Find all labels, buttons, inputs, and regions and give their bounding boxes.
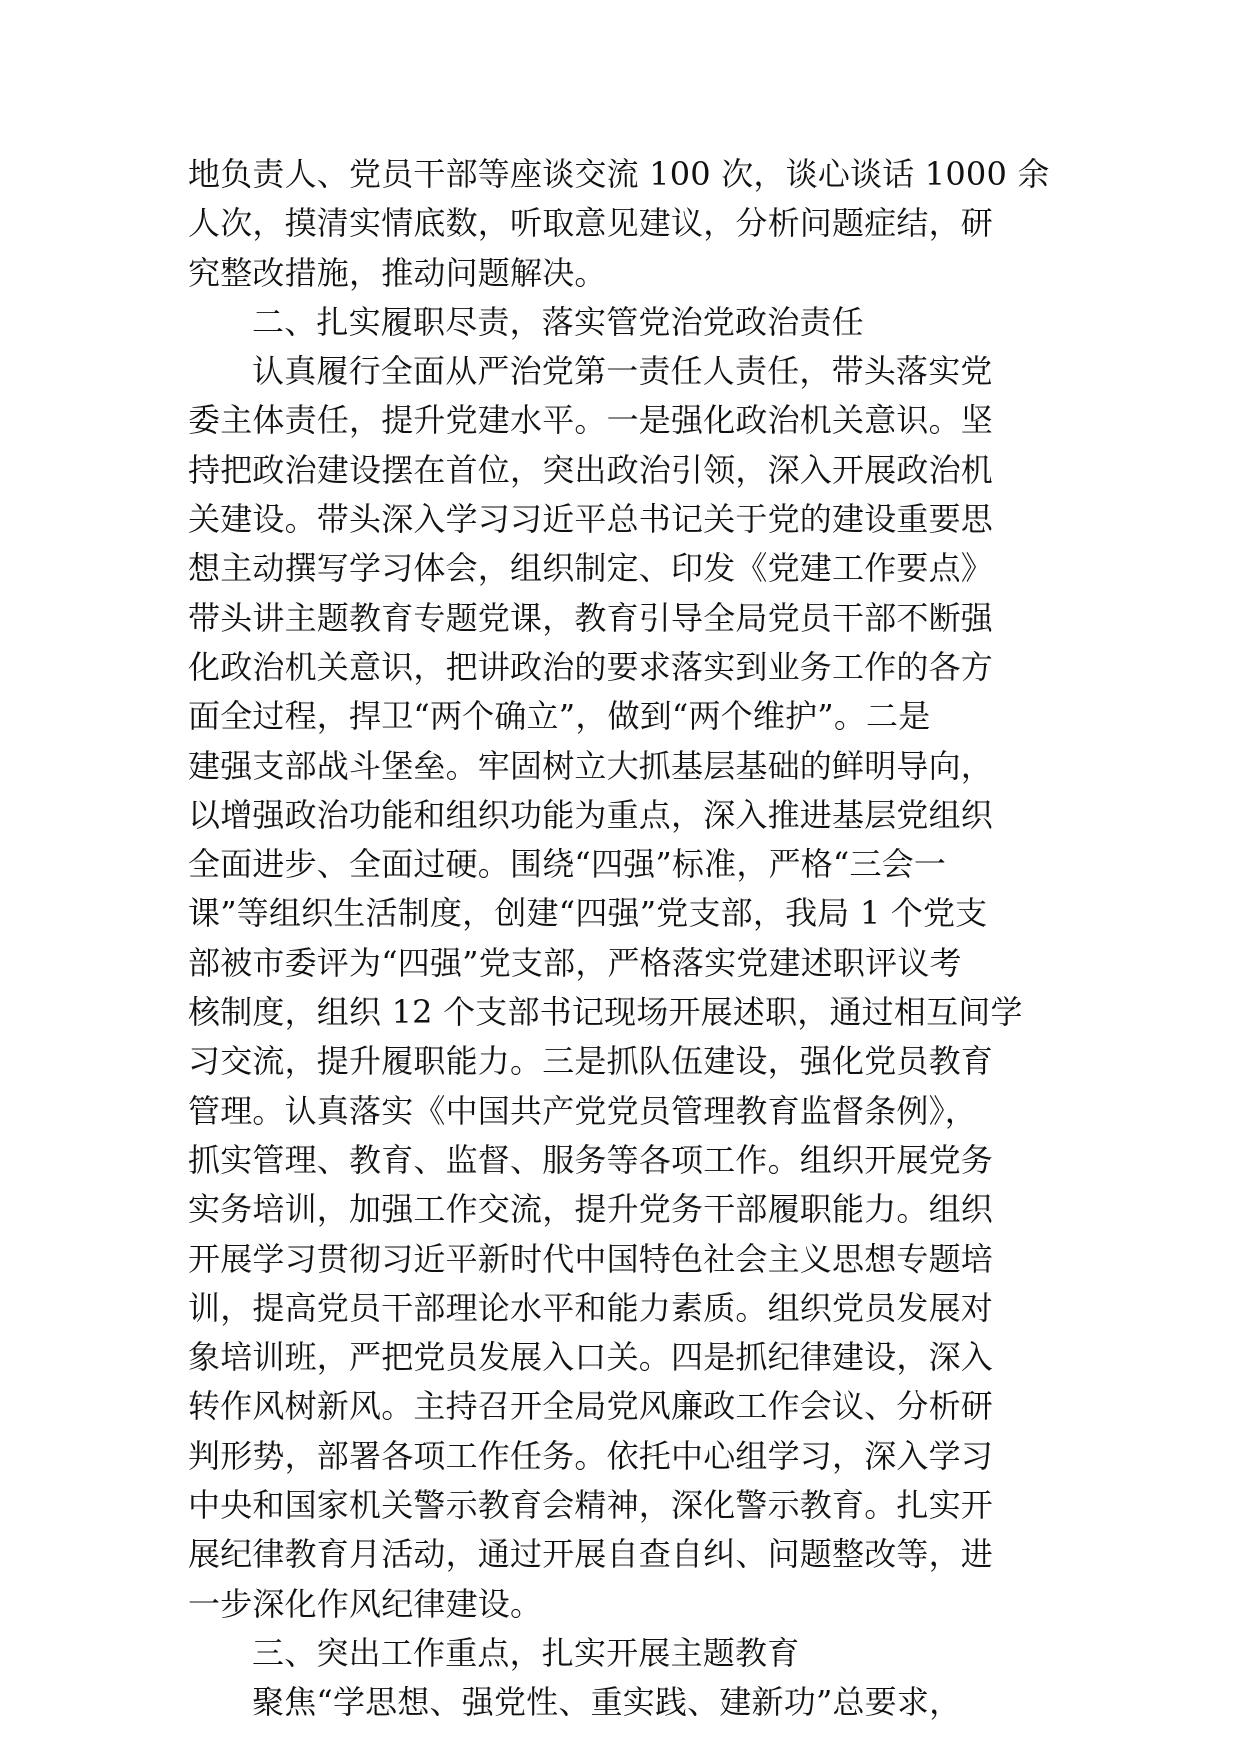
text-line: 化政治机关意识，把讲政治的要求落实到业务工作的各方 — [188, 647, 994, 686]
text-line: 建强支部战斗堡垒。牢固树立大抓基层基础的鲜明导向， — [188, 746, 994, 785]
text-line: 开展学习贯彻习近平新时代中国特色社会主义思想专题培 — [188, 1239, 994, 1278]
text-line: 象培训班，严把党员发展入口关。四是抓纪律建设，深入 — [188, 1338, 994, 1377]
text-line: 训，提高党员干部理论水平和能力素质。组织党员发展对 — [188, 1288, 994, 1327]
text-line: 委主体责任，提升党建水平。一是强化政治机关意识。坚 — [188, 401, 994, 440]
text-line: 转作风树新风。主持召开全局党风廉政工作会议、分析研 — [188, 1387, 994, 1426]
text-line: 以增强政治功能和组织功能为重点，深入推进基层党组织 — [188, 795, 994, 834]
text-line: 想主动撰写学习体会，组织制定、印发《党建工作要点》 — [188, 549, 994, 588]
text-line: 展纪律教育月活动，通过开展自查自纠、问题整改等，进 — [188, 1535, 994, 1574]
text-line: 人次，摸清实情底数，听取意见建议，分析问题症结，研 — [188, 204, 994, 243]
text-line: 究整改措施，推动问题解决。 — [188, 253, 607, 292]
text-line: 全面进步、全面过硬。围绕“四强”标准，严格“三会一 — [188, 845, 947, 884]
document-page — [188, 150, 1054, 1728]
text-line: 管理。认真落实《中国共产党党员管理教育监督条例》， — [188, 1091, 978, 1130]
text-line: 面全过程，捍卫“两个确立”，做到“两个维护”。二是 — [188, 697, 931, 736]
text-line: 课”等组织生活制度，创建“四强”党支部，我局 1 个党支 — [188, 894, 988, 933]
text-line: 抓实管理、教育、监督、服务等各项工作。组织开展党务 — [188, 1140, 994, 1179]
section-heading: 二、扎实履职尽责，落实管党治党政治责任 — [252, 302, 864, 341]
text-line: 判形势，部署各项工作任务。依托中心组学习，深入学习 — [188, 1436, 994, 1475]
text-line: 习交流，提升履职能力。三是抓队伍建设，强化党员教育 — [188, 1042, 994, 1081]
text-line: 核制度，组织 12 个支部书记现场开展述职，通过相互间学 — [188, 993, 1023, 1032]
text-line: 带头讲主题教育专题党课，教育引导全局党员干部不断强 — [188, 598, 994, 637]
text-line: 认真履行全面从严治党第一责任人责任，带头落实党 — [252, 352, 993, 391]
text-line: 一步深化作风纪律建设。 — [188, 1584, 543, 1623]
text-line: 持把政治建设摆在首位，突出政治引领，深入开展政治机 — [188, 450, 994, 489]
section-heading: 三、突出工作重点，扎实开展主题教育 — [252, 1633, 800, 1672]
text-line: 关建设。带头深入学习习近平总书记关于党的建设重要思 — [188, 500, 994, 539]
text-line: 实务培训，加强工作交流，提升党务干部履职能力。组织 — [188, 1190, 994, 1229]
text-line: 中央和国家机关警示教育会精神，深化警示教育。扎实开 — [188, 1486, 994, 1525]
text-line: 地负责人、党员干部等座谈交流 100 次，谈心谈话 1000 余 — [188, 155, 1050, 193]
text-line: 聚焦“学思想、强党性、重实践、建新功”总要求， — [252, 1683, 962, 1722]
text-line: 部被市委评为“四强”党支部，严格落实党建述职评议考 — [188, 943, 962, 982]
